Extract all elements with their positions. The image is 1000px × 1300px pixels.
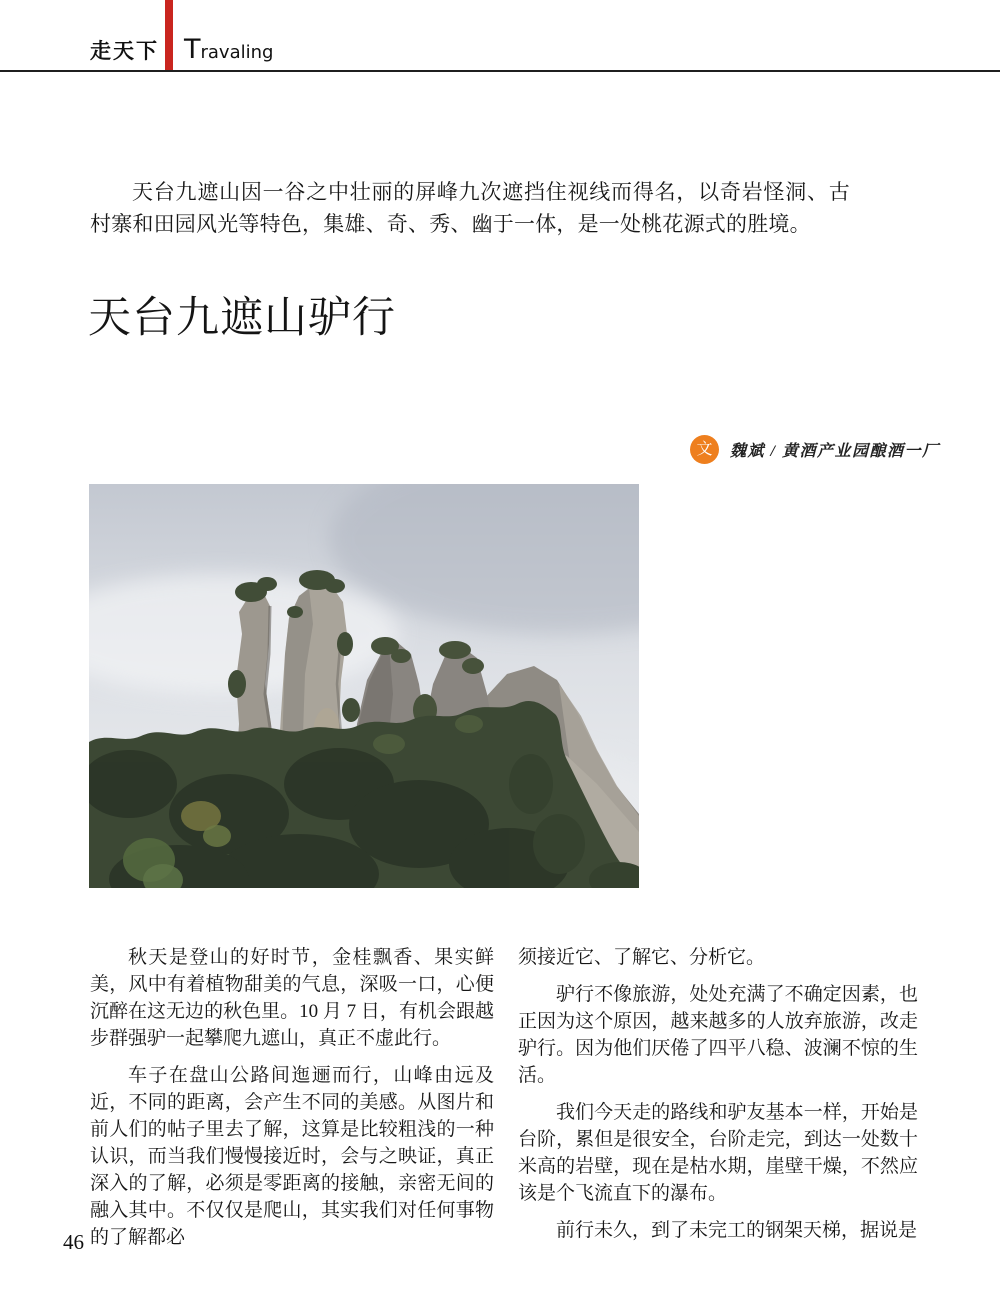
author-badge-icon: 文 [690,435,719,464]
body-paragraph: 车子在盘山公路间迤逦而行，山峰由远及近，不同的距离，会产生不同的美感。从图片和前人们的帖子里去了解，这算是比较粗浅的一种认识，而当我们慢慢接近时，会与之映证，真正深入的了解，必须是零距离的接触，亲密无间的融入其中。不仅仅是爬山，其实我们对任何事物的了解都必 [90,1065,494,1248]
mountain-photo [89,484,639,888]
article-title: 天台九遮山驴行 [88,293,396,343]
byline [690,435,939,464]
header-red-bar [165,0,173,70]
header-rule [0,70,1000,72]
section-title-en [184,34,274,70]
body-paragraph: 我们今天走的路线和驴友基本一样，开始是台阶，累但是很安全，台阶走完，到达一处数十米高的岩壁，现在是枯水期，崖壁干燥，不然应该是个飞流直下的瀑布。 [518,1102,918,1204]
page-header [90,0,273,70]
text-column-right [518,944,918,1254]
intro-paragraph: 天台九遮山因一谷之中壮丽的屏峰九次遮挡住视线而得名，以奇岩怪洞、古村寨和田园风光等特色，集雄、奇、秀、幽于一体，是一处桃花源式的胜境。 [90,180,850,236]
page-number: 46 [63,1230,84,1254]
body-paragraph: 须接近它、了解它、分析它。 [518,947,766,968]
byline-author: 魏斌 / 黄酒产业园酿酒一厂 [730,443,940,460]
section-title-cn: 走天下 [90,39,159,63]
section-title-en-rest: ravaling [200,42,274,63]
body-paragraph: 驴行不像旅游，处处充满了不确定因素，也正因为这个原因，越来越多的人放弃旅游，改走驴行。因为他们厌倦了四平八稳、波澜不惊的生活。 [518,984,918,1086]
body-paragraph: 前行未久，到了未完工的钢架天梯，据说是 [556,1220,918,1241]
section-title-en-initial: T [184,34,201,65]
mountain-photo-illustration [89,484,639,888]
text-column-left [90,944,494,1261]
body-paragraph: 秋天是登山的好时节，金桂飘香、果实鲜美，风中有着植物甜美的气息，深吸一口，心便沉醉在这无边的秋色里。10 月 7 日，有机会跟越步群强驴一起攀爬九遮山，真正不虚此行。 [90,947,494,1049]
